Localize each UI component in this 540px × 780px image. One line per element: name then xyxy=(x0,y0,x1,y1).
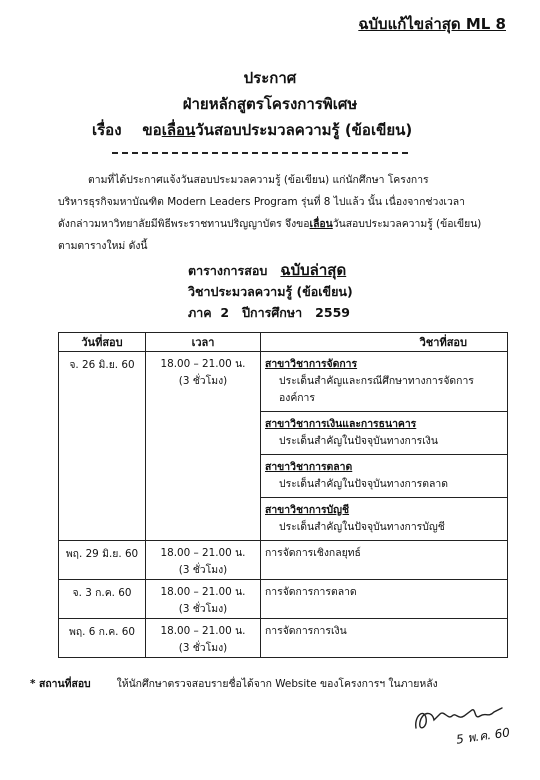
revision-label: ฉบับแก้ไขล่าสุด ML 8 xyxy=(358,15,506,33)
subject-cell xyxy=(261,412,508,455)
row-subject: การจัดการเชิงกลยุทธ์ xyxy=(261,541,508,580)
row-date: พฤ. 29 มิ.ย. 60 xyxy=(59,541,146,580)
time-hours: (3 ชั่วโมง) xyxy=(178,603,228,615)
schedule-course: วิชาประมวลความรู้ (ข้อเขียน) xyxy=(188,284,353,299)
table-row xyxy=(59,352,508,412)
note-label: * สถานที่สอบ xyxy=(30,678,91,690)
body-paragraph xyxy=(58,169,498,257)
signature-date: 5 พ.ค. 60 xyxy=(455,725,511,747)
major-title: สาขาวิชาการบัญชี xyxy=(265,504,350,516)
time-hours: (3 ชั่วโมง) xyxy=(178,642,228,654)
body-line-2: บริหารธุรกิจมหาบัณฑิต Modern Leaders Program รุ่นที่ 8 ไปแล้ว นั้น เนื่องจากช่วงเวลา xyxy=(58,196,465,208)
subject-underlined: เลื่อน xyxy=(161,121,196,139)
row-time xyxy=(146,541,261,580)
body-line-3-pre: ดังกล่าวมหาวิทยาลัยมีพิธีพระราชทานปริญญาบัตร จึงขอ xyxy=(58,218,310,230)
row-time xyxy=(146,619,261,658)
header-subject: วิชาที่สอบ xyxy=(261,333,508,352)
table-row xyxy=(59,541,508,580)
schedule-title-latest: ฉบับล่าสุด xyxy=(280,261,347,279)
time-range: 18.00 – 21.00 น. xyxy=(160,586,246,598)
major-detail-cont: องค์การ xyxy=(279,392,315,404)
table-row xyxy=(59,580,508,619)
subject-line xyxy=(92,118,412,142)
subject-label: เรื่อง xyxy=(92,121,122,139)
body-line-4: ตามตารางใหม่ ดังนี้ xyxy=(58,240,148,252)
row-subject: การจัดการการตลาด xyxy=(261,580,508,619)
major-detail: ประเด็นสำคัญในปัจจุบันทางการเงิน xyxy=(279,435,438,447)
header-time: เวลา xyxy=(146,333,261,352)
time-hours: (3 ชั่วโมง) xyxy=(178,564,228,576)
row-time xyxy=(146,580,261,619)
schedule-title-pre: ตารางการสอบ xyxy=(188,263,268,278)
row-time xyxy=(146,352,261,541)
exam-location-note xyxy=(30,675,438,692)
body-line-3-underlined: เลื่อน xyxy=(309,218,333,230)
row-date: จ. 26 มิ.ย. 60 xyxy=(59,352,146,541)
major-title: สาขาวิชาการตลาด xyxy=(265,461,353,473)
schedule-term xyxy=(188,303,350,323)
body-line-3-post: วันสอบประมวลความรู้ (ข้อเขียน) xyxy=(332,218,482,230)
subject-cell xyxy=(261,498,508,541)
row-date: จ. 3 ก.ค. 60 xyxy=(59,580,146,619)
department-name: ฝ่ายหลักสูตรโครงการพิเศษ xyxy=(182,95,358,113)
term-value: 2 xyxy=(220,305,230,320)
row-date: พฤ. 6 ก.ค. 60 xyxy=(59,619,146,658)
time-range: 18.00 – 21.00 น. xyxy=(160,547,246,559)
header-date: วันที่สอบ xyxy=(59,333,146,352)
major-detail: ประเด็นสำคัญและกรณีศึกษาทางการจัดการ xyxy=(279,375,474,387)
year-value: 2559 xyxy=(315,305,350,320)
row-subject: การจัดการการเงิน xyxy=(261,619,508,658)
subject-pre: ขอ xyxy=(142,121,162,139)
major-title: สาขาวิชาการจัดการ xyxy=(265,358,358,370)
major-detail: ประเด็นสำคัญในปัจจุบันทางการบัญชี xyxy=(279,521,445,533)
major-detail: ประเด็นสำคัญในปัจจุบันทางการตลาด xyxy=(279,478,448,490)
year-label: ปีการศึกษา xyxy=(242,305,303,320)
body-line-3 xyxy=(58,213,498,235)
subject-cell xyxy=(261,352,508,412)
note-text: ให้นักศึกษาตรวจสอบรายชื่อได้จาก Website ของโครงการฯ ในภายหลัง xyxy=(116,678,438,690)
table-header-row xyxy=(59,333,508,352)
term-label: ภาค xyxy=(188,305,212,320)
table-row xyxy=(59,619,508,658)
body-line-1: ตามที่ได้ประกาศแจ้งวันสอบประมวลความรู้ (ข้อเขียน) แก่นักศึกษา โครงการ xyxy=(88,174,429,186)
time-hours: (3 ชั่วโมง) xyxy=(178,375,228,387)
subject-post: วันสอบประมวลความรู้ (ข้อเขียน) xyxy=(195,121,413,139)
time-range: 18.00 – 21.00 น. xyxy=(160,358,246,370)
major-title: สาขาวิชาการเงินและการธนาคาร xyxy=(265,418,417,430)
divider xyxy=(112,152,408,154)
schedule-title xyxy=(188,258,346,282)
time-range: 18.00 – 21.00 น. xyxy=(160,625,246,637)
exam-schedule-table xyxy=(58,332,508,658)
subject-cell xyxy=(261,455,508,498)
announcement-title: ประกาศ xyxy=(243,69,297,87)
